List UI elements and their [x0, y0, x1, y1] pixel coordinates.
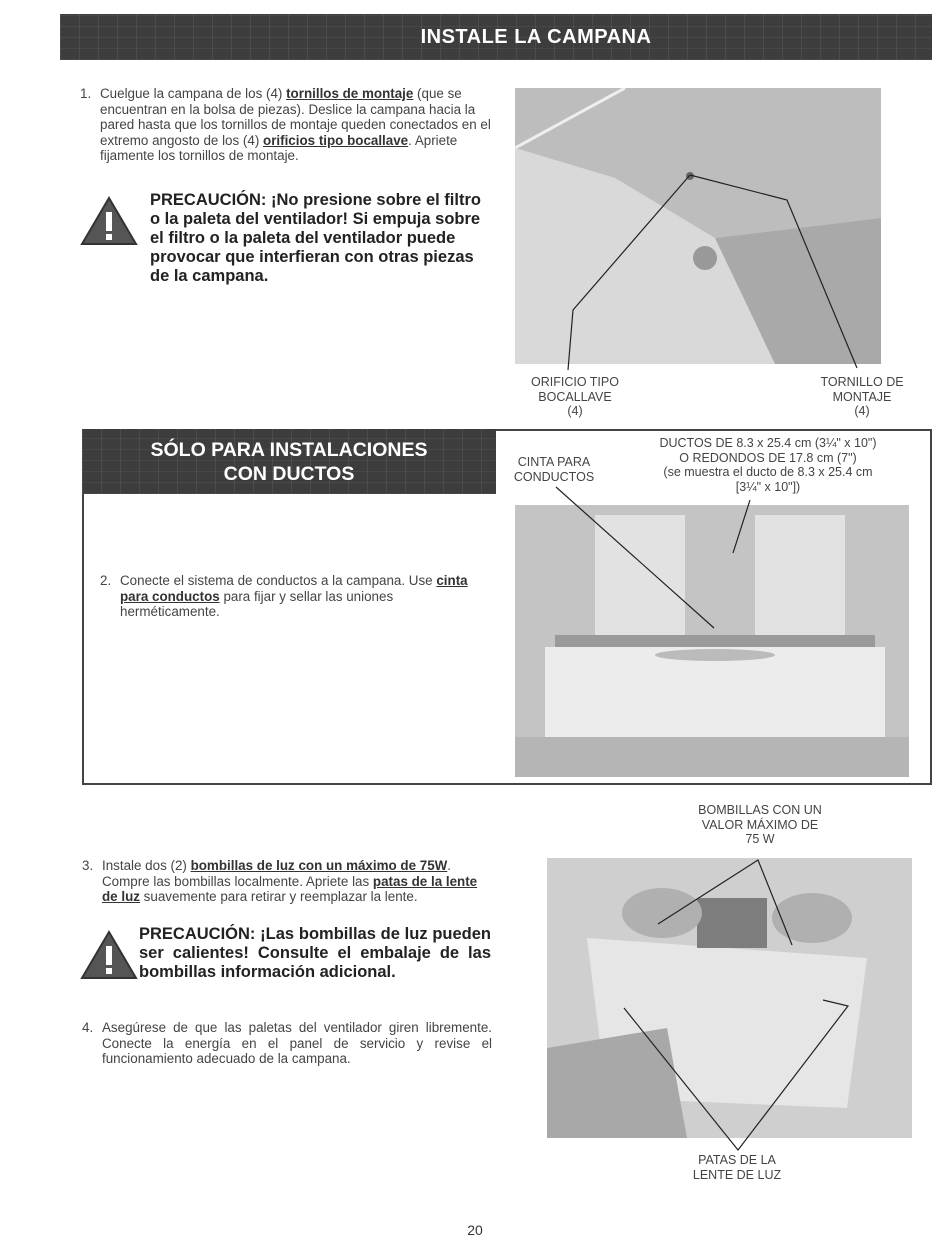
section-header-banner — [60, 14, 932, 60]
step-number: 2. — [100, 573, 112, 588]
caution-note-2: PRECAUCIÓN: ¡Las bombillas de luz pueden ser calientes! Consulte el embalaje de las bombillas información adicional. — [139, 925, 491, 981]
term-bulbs: bombillas de luz con un máximo de 75W — [190, 858, 448, 873]
ducted-install-banner — [82, 429, 496, 494]
photo-duct-connection — [515, 505, 909, 777]
label-mounting-screw: TORNILLO DE MONTAJE (4) — [820, 375, 904, 418]
term-lens-tabs: patas de la lente de luz — [102, 873, 478, 904]
step-2: 2. Conecte el sistema de conductos a la campana. Use cinta para conductos para fijar y sellar las uniones herméticamente. — [100, 573, 468, 619]
step-number: 3. — [82, 858, 94, 873]
term-keyhole-slots: orificios tipo bocallave — [263, 132, 409, 148]
ducted-title-line-1: SÓLO PARA INSTALACIONES — [150, 438, 428, 461]
label-keyhole-slot: ORIFICIO TIPO BOCALLAVE (4) — [531, 375, 619, 418]
step-number: 4. — [82, 1020, 94, 1035]
caution-note-1: PRECAUCIÓN: ¡No presione sobre el filtro o la paleta del ventilador! Si empuja sobre el filtro o la paleta del ventilador puede provocar que interfieran con otras piezas de la campana. — [150, 191, 481, 285]
step-4: 4. Asegúrese de que las paletas del ventilador giren libremente. Conecte la energía en el panel de servicio y revise el funcionamiento adecuado de la campana. — [82, 1020, 492, 1066]
step-number: 1. — [80, 86, 92, 101]
term-duct-tape: cinta para conductos — [120, 573, 468, 604]
label-duct-tape: CINTA PARA CONDUCTOS — [513, 455, 595, 484]
photo-hood-mounting — [515, 88, 881, 364]
step-1: 1. Cuelgue la campana de los (4) tornillos de montaje (que se encuentran en la bolsa de piezas). Deslice la campana hacia la pared hasta que los tornillos de montaje queden conectados en el extremo angosto de los (4) orificios tipo bocallave. Apriete fijamente los tornillos de montaje. — [80, 86, 491, 163]
label-bulbs: BOMBILLAS CON UN VALOR MÁXIMO DE 75 W — [698, 803, 822, 846]
label-duct-sizes: DUCTOS DE 8.3 x 25.4 cm (3¼" x 10") O REDONDOS DE 17.8 cm (7") (se muestra el ducto de 8.3 x 25.4 cm [3¼" x 10"]) — [659, 436, 877, 494]
term-mounting-screws: tornillos de montaje — [286, 86, 414, 101]
warning-triangle-icon — [80, 930, 138, 980]
section-title: INSTALE LA CAMPANA — [420, 25, 652, 48]
label-lens-tabs: PATAS DE LA LENTE DE LUZ — [692, 1153, 782, 1182]
warning-triangle-icon — [80, 196, 138, 246]
step-3: 3. Instale dos (2) bombillas de luz con un máximo de 75W. Compre las bombillas localmente. Apriete las patas de la lente de luz suavemente para retirar y reemplazar la lente. — [82, 858, 478, 904]
ducted-title-line-2: CON DUCTOS — [223, 462, 355, 485]
photo-light-lens — [547, 858, 912, 1138]
page-number: 20 — [467, 1222, 483, 1238]
